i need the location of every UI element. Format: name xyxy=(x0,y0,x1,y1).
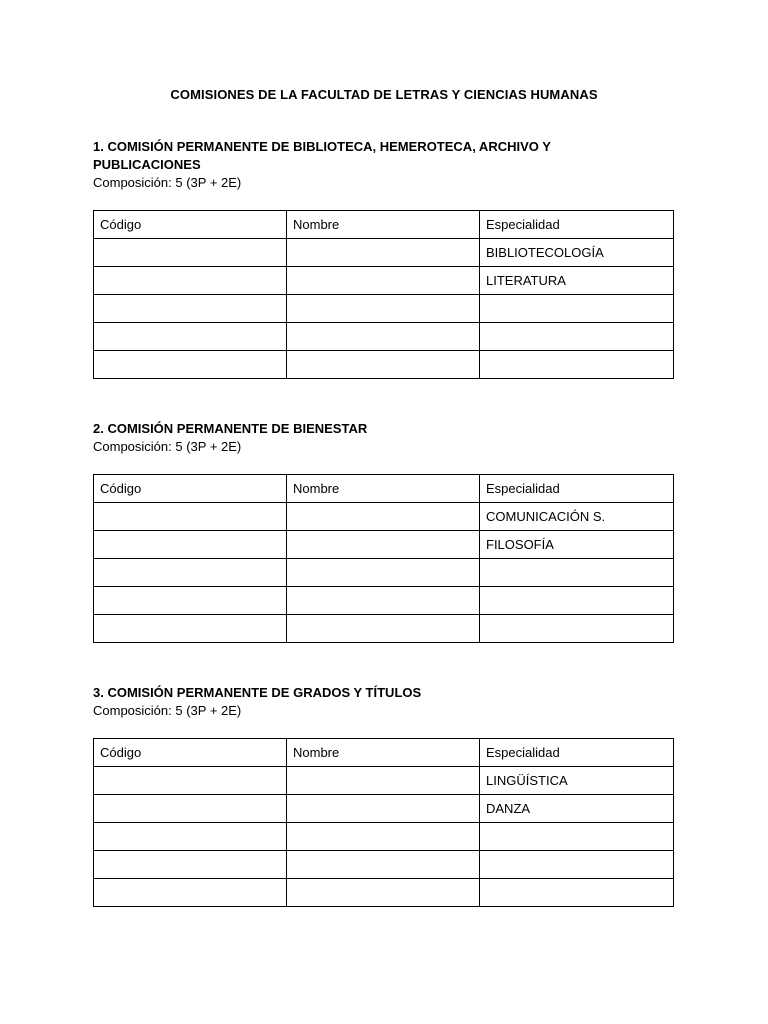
cell-name xyxy=(287,823,480,851)
table-row xyxy=(94,795,674,823)
header-code: Código xyxy=(94,739,287,767)
cell-specialty xyxy=(480,851,674,879)
cell-code xyxy=(94,295,287,323)
table-row xyxy=(94,503,674,531)
section-composition: Composición: 5 (3P + 2E) xyxy=(93,175,242,190)
cell-specialty xyxy=(480,879,674,907)
table-header-row xyxy=(94,475,674,503)
cell-specialty: BIBLIOTECOLOGÍA xyxy=(480,239,674,267)
header-name: Nombre xyxy=(287,739,480,767)
cell-name xyxy=(287,851,480,879)
cell-code xyxy=(94,879,287,907)
table-row xyxy=(94,531,674,559)
cell-specialty xyxy=(480,351,674,379)
header-code: Código xyxy=(94,475,287,503)
table-row xyxy=(94,767,674,795)
cell-specialty xyxy=(480,323,674,351)
header-specialty: Especialidad xyxy=(480,211,674,239)
cell-specialty: COMUNICACIÓN S. xyxy=(480,503,674,531)
table-header-row xyxy=(94,211,674,239)
cell-specialty: FILOSOFÍA xyxy=(480,531,674,559)
section-biblioteca xyxy=(93,138,675,288)
cell-code xyxy=(94,615,287,643)
cell-code xyxy=(94,795,287,823)
header-specialty: Especialidad xyxy=(480,739,674,767)
cell-name xyxy=(287,323,480,351)
section-grados-titulos xyxy=(93,684,675,816)
document-title: COMISIONES DE LA FACULTAD DE LETRAS Y CIENCIAS HUMANAS xyxy=(170,87,598,102)
section-bienestar xyxy=(93,420,675,552)
cell-specialty xyxy=(480,823,674,851)
cell-name xyxy=(287,239,480,267)
cell-name xyxy=(287,879,480,907)
header-code: Código xyxy=(94,211,287,239)
section-heading: 1. COMISIÓN PERMANENTE DE BIBLIOTECA, HEMEROTECA, ARCHIVO Y PUBLICACIONES xyxy=(93,139,551,172)
cell-code xyxy=(94,823,287,851)
table-row xyxy=(94,351,674,379)
table-row xyxy=(94,267,674,295)
cell-code xyxy=(94,239,287,267)
cell-name xyxy=(287,615,480,643)
cell-specialty xyxy=(480,615,674,643)
header-name: Nombre xyxy=(287,211,480,239)
cell-specialty: LINGÜÍSTICA xyxy=(480,767,674,795)
section-composition: Composición: 5 (3P + 2E) xyxy=(93,439,242,454)
cell-name xyxy=(287,559,480,587)
header-specialty: Especialidad xyxy=(480,475,674,503)
cell-code xyxy=(94,531,287,559)
table-row xyxy=(94,823,674,851)
cell-name xyxy=(287,767,480,795)
cell-specialty: DANZA xyxy=(480,795,674,823)
cell-name xyxy=(287,503,480,531)
section-heading: 2. COMISIÓN PERMANENTE DE BIENESTAR xyxy=(93,421,368,436)
section-heading: 3. COMISIÓN PERMANENTE DE GRADOS Y TÍTULOS xyxy=(93,685,422,700)
cell-name xyxy=(287,267,480,295)
cell-specialty xyxy=(480,295,674,323)
cell-code xyxy=(94,559,287,587)
table-row xyxy=(94,295,674,323)
table-row xyxy=(94,879,674,907)
table-row xyxy=(94,323,674,351)
cell-specialty xyxy=(480,587,674,615)
header-name: Nombre xyxy=(287,475,480,503)
cell-name xyxy=(287,351,480,379)
cell-code xyxy=(94,587,287,615)
cell-name xyxy=(287,587,480,615)
cell-name xyxy=(287,795,480,823)
table-row xyxy=(94,615,674,643)
table-header-row xyxy=(94,739,674,767)
committee-table xyxy=(93,738,674,907)
cell-code xyxy=(94,767,287,795)
cell-specialty: LITERATURA xyxy=(480,267,674,295)
cell-name xyxy=(287,295,480,323)
cell-specialty xyxy=(480,559,674,587)
committee-table xyxy=(93,474,674,643)
table-row xyxy=(94,559,674,587)
section-composition: Composición: 5 (3P + 2E) xyxy=(93,703,242,718)
committee-table xyxy=(93,210,674,379)
cell-code xyxy=(94,351,287,379)
cell-name xyxy=(287,531,480,559)
cell-code xyxy=(94,323,287,351)
table-row xyxy=(94,851,674,879)
table-row xyxy=(94,239,674,267)
cell-code xyxy=(94,503,287,531)
table-row xyxy=(94,587,674,615)
cell-code xyxy=(94,267,287,295)
cell-code xyxy=(94,851,287,879)
